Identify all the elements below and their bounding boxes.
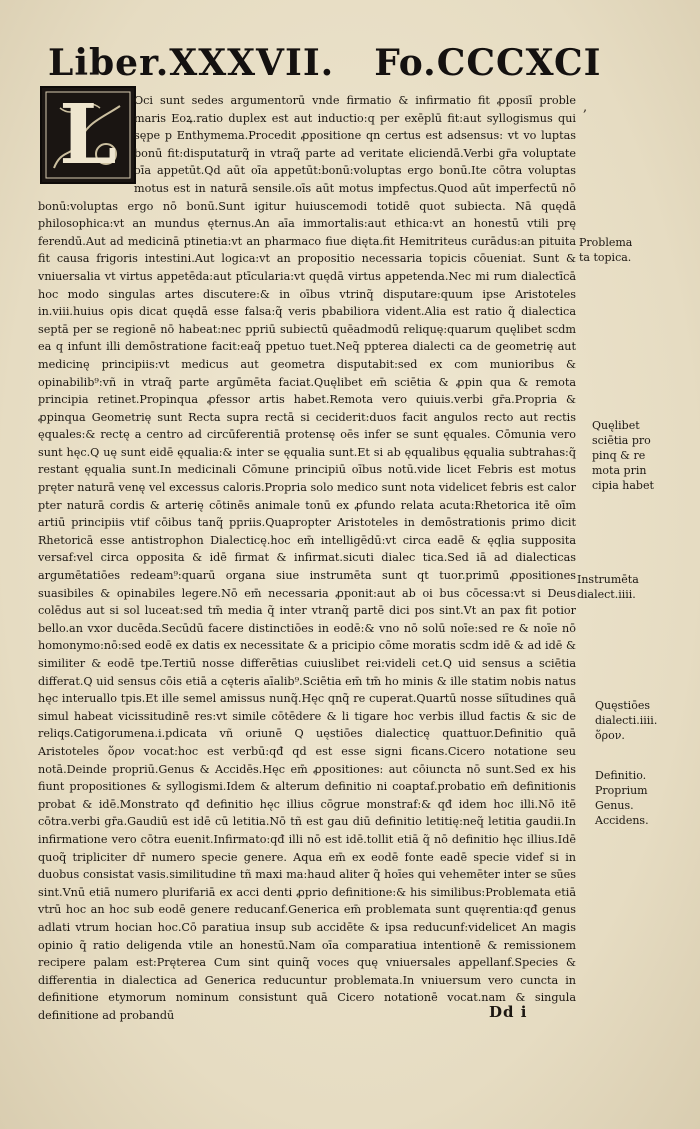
margin-mark: , bbox=[583, 100, 588, 115]
main-paragraph: Oci sunt sedes argumentorū vnde firmatio & infirmatio fit ꝓposiī proble maris Eoꝝ.ratio duplex est aut inductio:q per exēplū fit:aut syllogismus qui sępe p Enthymema.Procedit ꝓpositione qn certus est adsensus: vt vo luptas bonū fit:disputaturq̃ in vtraq̃ parte ad veritate eliciendā.Verbi gr̄a voluptate oīa appetūt.Qd aūt oīa appetūt:bonū:voluptas ergo bonū.Ite cōtra voluptas motus est in naturā sensile.oīs aūt motus impfectus.Quod aūt imperfectū nō bonū:voluptas ergo nō bonū.Sunt igitur huiuscemodi totidē quot subiecta. Nā quędā philosophica:vt an mundus ęternus.An aīa immortalis:aut ethica:vt an honestū vtili prę ferendū.Aut ad medicinā ptinetia:vt an pharmaco fiue dięta.fit Hemitriteus curādus:an pituita fit causa frigoris intestini.Aut logica:vt an propositio necessaria topicis cōueniat. Sunt & vniuersalia vt virtus appetēda:aut ptīcularia:vt quędā virtus appetenda.Nec mi rum dialectīcā hoc modo singulas artes discutere:& in oībus vtrinq̃ disputare:quum ipse Aristoteles in.viii.huius opis dicat quędā esse falsa:q̃ veris pbabiliora vident.Alia est ratio q̃ dialectica septā per se regionē nō habeat:nec ppriū subiectū quēadmodū reliquę:quarum quęlibet scdm ea q infunt illi demōstratione facit:eaq̃ ppetuo tuet.Neq̃ ppterea dialecti ca de geometrię aut medicinę principiis:vt medicus aut geometra disputabit:sed ex com munioribus & opinabilib⁹:vñ in vtraq̃ parte argūmēta faciat.Quęlibet em̄ sciētia & ꝓpin qua & remota principia retinet.Propinqua ꝓfessor artis habet.Remota vero quiuis.verbi gr̄a.Propria & ꝓpinqua Geometrię sunt Recta supra rectā si ceciderit:duos facit angulos recto aut rectis ęquales:& rectę a centro ad circūferentiā protensę oēs infer se sunt ęquales. Cōmunia vero sunt hęc.Q uę sunt eidē ęqualia:& inter se ęqualia sunt.Et si ab ęqualibus ęqualia subtrahas:q̃ restant ęqualia sunt.In medicinali Cōmune principiū oībus notū.vide licet Febris est motus pręter naturā venę vel excessus caloris.Propria solo medico sunt nota videlicet febris est calor pter naturā cordis & arterię cōtinēs animale tonū ex ꝓfundo relata acuta:Rhetorica itē oīm artiū principiis vtif cōibus tanq̃ ppriis.Quapropter Aristoteles in demōstrationis primo dicit Rhetoricā esse antistrophon Dialecticę.hoc em̄ intelligēdū:vt circa eadē & ęqlia supposita versaf:vel circa opposita & idē firmat & infirmat.sicuti dialec tica.Sed iā ad dialecticas argumētatiōes redeam⁹:quarū organa siue instrumēta sunt qt tuor.primū ꝓpositiones suasibiles & opinabiles legere.Nō em̄ necessaria ꝓponit:aut ab oi bus cōcessa:vt si Deus colēdus aut si sol luceat:sed tm̄ media q̃ inter vtranq̃ partē dici pos sint.Vt an pax fit potior bello.an vxor ducēda.Secūdū facere distinctiōes in eodē:& vno nō solū noīe:sed re & noīe nō homonymo:nō:sed eodē ex datis ex necessitate & a pricipio cōme moratis scdm idē & ad idē & similiter & eodē tpe.Tertiū nosse differētias cuiuslibet rei:videli cet.Q uid sensus a sciētia differat.Q uid sensus cōis etiā a cęteris aīalib⁹.Sciētia em̄ tm̄ ho minis & ille statim nobis natus hęc interuallo tpis.Et ille semel amissus nunq̃.Hęc qnq̃ re cuperat.Quartū nosse siītudines quā simul habeat vicissitudinē res:vt simile cōtēdere & li tigare hoc verbis illud factis & sic de reliqs.Catigorumena.i.pdicata vñ oriunē Q uęstiōes dialecticę quattuor.Definitio quā Aristoteles ὅρον vocat:hoc est verbū:qđ qd est esse signi ficans.Cicero notatione seu notā.Deinde propriū.Genus & Accidēs.Hęc em̄ ꝓpositiones: aut cōiuncta nō sunt.Sed ex his fiunt propositiones & syllogismi.Idem & alterum definitio ni coaptaf.probatio em̄ definitionis probat & idē.Monstrato qđ definitio hęc illius cōgrue monstraf:& qđ idem hoc illi.Nō itē cōtra.verbi gr̄a.Gaudiū est idē cū letitia.Nō tñ est gau diū definitio letitię:neq̃ letitia gaudii.In infirmatione vero cōtra euenit.Infirmato:qđ illi nō est idē.tollit etiā q̃ nō definitio hęc illius.Idē quoq̃ tripliciter dr̄ numero specie genere. Aqua em̄ ex eodē fonte eadē specie videf si in duobus consistat vasis.similitudine tñ maxi ma:haud aliter q̃ hoīes qui vehemēter inter se sūes sint.Vnū etiā numero plurifariā ex acci denti ꝓprio definitione:& his similibus:Problemata etiā vtrū hoc an hoc sub eodē genere reducanf.Generica em̄ problemata sunt quęrentia:qđ genus adlati vtrum hocian hoc.Cō paratiua insup sub accidēte & ipsa reducunf:videlicet An magis opinio q̃ ratio deligenda vtile an honestū.Nam oīa comparatiua intentionē & remissionem recipere palam est:Pręterea Cum sint quinq̃ voces quę vniuersales appellanf.Species & differentia in dialectica ad Generica reducuntur problemata.In vniuersum vero cuncta in definitione etymorum nominum consistunt quā Cicero notationē vocat.nam & singula definitione ad probandū bbox=[38, 94, 576, 1022]
signature-mark: Dd i bbox=[489, 1003, 528, 1021]
margin-note-quaelibet: Quęlibet sciētia pro pinq & re mota prin cipia habet bbox=[592, 419, 654, 492]
margin-note-quaestiones: Quęstiōes dialecti.iiii. ὅρον. bbox=[595, 699, 658, 742]
folio-number: Fo.CCCXCI bbox=[374, 42, 602, 84]
running-header bbox=[48, 42, 601, 84]
initial-letter: L bbox=[59, 87, 117, 183]
margin-note-definitio: Definitio. Proprium Genus. Accidens. bbox=[595, 769, 649, 827]
main-text-column bbox=[38, 92, 576, 1024]
margin-note-instrumenta: Instrumēta dialect.iiii. bbox=[577, 573, 639, 601]
book-number: Liber.XXXVII. bbox=[48, 42, 335, 84]
margin-note-problemata: Problema ta topica. bbox=[579, 236, 633, 264]
